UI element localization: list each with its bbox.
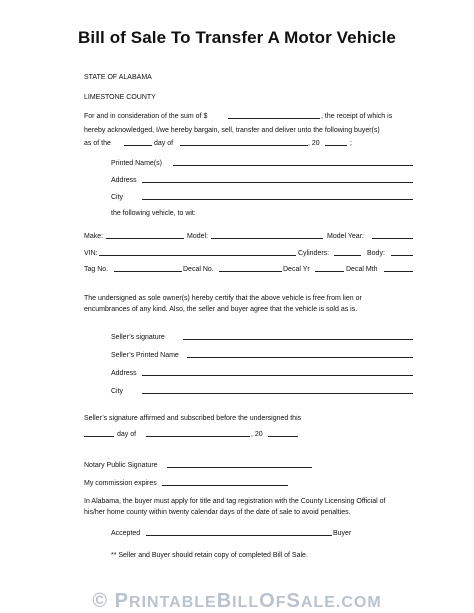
- tag-no-field[interactable]: [114, 271, 182, 272]
- seller-printed-name-label: Seller’s Printed Name: [111, 352, 179, 359]
- buyer-address-field[interactable]: [142, 182, 413, 183]
- accepted-label: Accepted: [111, 530, 141, 537]
- body-label: Body:: [367, 250, 385, 257]
- county-label: LIMESTONE COUNTY: [84, 94, 156, 101]
- affirm-year-field[interactable]: [268, 436, 298, 437]
- commission-expires-label: My commission expires: [84, 480, 157, 487]
- intro-line3-b: day of: [154, 140, 174, 147]
- seller-printed-name-field[interactable]: [187, 357, 413, 358]
- tag-no-label: Tag No.: [84, 266, 109, 273]
- affirm-line1: Seller’s signature affirmed and subscribed before the undersigned this: [84, 415, 302, 422]
- intro-month-field[interactable]: [180, 145, 308, 146]
- model-year-field[interactable]: [372, 238, 413, 239]
- buyer-city-field[interactable]: [142, 199, 413, 200]
- intro-line3-a: as of the: [84, 140, 111, 147]
- seller-signature-field[interactable]: [183, 339, 413, 340]
- seller-address-field[interactable]: [142, 375, 413, 376]
- buyer-accepted-field[interactable]: [146, 535, 332, 536]
- affirm-day-field[interactable]: [84, 436, 114, 437]
- make-label: Make:: [84, 233, 104, 240]
- buyer-printed-name-field[interactable]: [173, 165, 413, 166]
- decal-yr-label: Decal Yr: [283, 266, 310, 273]
- notary-signature-field[interactable]: [167, 467, 312, 468]
- affirm-month-field[interactable]: [146, 436, 250, 437]
- affirm-day-of-label: day of: [117, 431, 137, 438]
- intro-line1-a: For and in consideration of the sum of $: [84, 113, 208, 120]
- following-vehicle-label: the following vehicle, to wit:: [111, 210, 196, 217]
- intro-line1-b: , the receipt of which is: [321, 113, 393, 120]
- intro-line3-c: , 20: [308, 140, 320, 147]
- model-label: Model:: [187, 233, 209, 240]
- price-field[interactable]: [228, 118, 320, 119]
- model-field[interactable]: [211, 238, 323, 239]
- retain-copy-note: ** Seller and Buyer should retain copy of completed Bill of Sale.: [111, 552, 308, 559]
- intro-line3-d: ;: [350, 140, 352, 147]
- decal-mth-label: Decal Mth: [346, 266, 378, 273]
- accepted-buyer-label: Buyer: [333, 530, 352, 537]
- cylinders-field[interactable]: [334, 255, 361, 256]
- commission-expires-field[interactable]: [162, 485, 288, 486]
- seller-signature-label: Seller’s signature: [111, 334, 165, 341]
- make-field[interactable]: [106, 238, 184, 239]
- affirm-year-label: , 20: [251, 431, 263, 438]
- copyright-symbol: ©: [92, 590, 109, 612]
- certify-line2: encumbrances of any kind. Also, the seller and buyer agree that the vehicle is sold as is.: [84, 306, 358, 313]
- state-label: STATE OF ALABAMA: [84, 74, 152, 81]
- decal-no-field[interactable]: [219, 271, 282, 272]
- intro-line2: hereby acknowledged, I/we hereby bargain, sell, transfer and deliver unto the following buyer(s): [84, 127, 380, 134]
- document-title: Bill of Sale To Transfer A Motor Vehicle: [78, 28, 396, 47]
- seller-city-field[interactable]: [142, 393, 413, 394]
- seller-city-label: City: [111, 388, 124, 395]
- vin-label: VIN:: [84, 250, 98, 257]
- buyer-printed-name-label: Printed Name(s): [111, 160, 162, 167]
- alabama-note-line2: his/her home county within twenty calendar days of the date of sale to avoid penalties.: [84, 509, 351, 516]
- vin-field[interactable]: [99, 255, 296, 256]
- cylinders-label: Cylinders:: [298, 250, 330, 257]
- intro-year-field[interactable]: [325, 145, 347, 146]
- printablebillofsale-watermark: © PRINTABLEBILLOFSALE.COM: [92, 590, 382, 612]
- certify-line1: The undersigned as sole owner(s) hereby certify that the above vehicle is free from lien or: [84, 295, 362, 302]
- decal-no-label: Decal No.: [183, 266, 214, 273]
- alabama-note-line1: In Alabama, the buyer must apply for title and tag registration with the County Licensing Official of: [84, 498, 386, 505]
- intro-day-field[interactable]: [124, 145, 152, 146]
- model-year-label: Model Year:: [327, 233, 364, 240]
- buyer-city-label: City: [111, 194, 124, 201]
- decal-yr-field[interactable]: [315, 271, 344, 272]
- seller-address-label: Address: [111, 370, 137, 377]
- body-field[interactable]: [391, 255, 413, 256]
- buyer-address-label: Address: [111, 177, 137, 184]
- decal-mth-field[interactable]: [384, 271, 413, 272]
- notary-signature-label: Notary Public Signature: [84, 462, 158, 469]
